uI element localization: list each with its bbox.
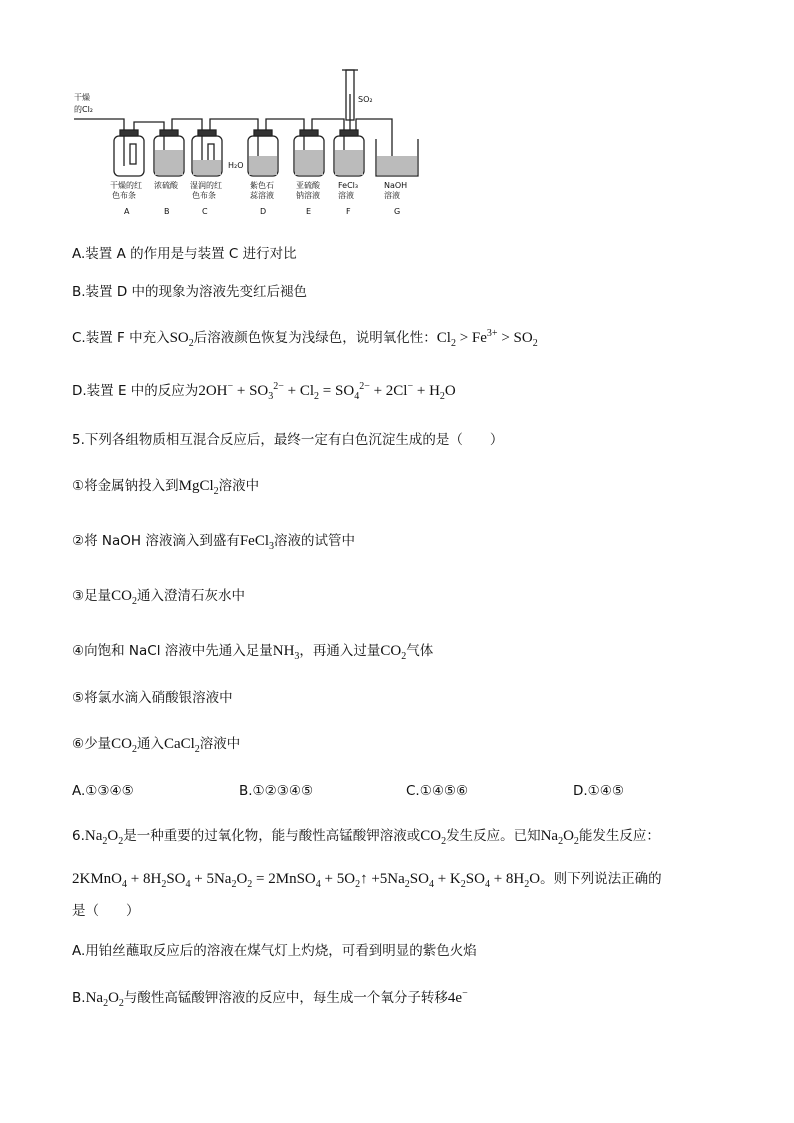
- vessel-d-letter: D: [260, 207, 267, 216]
- q5-item-6: ⑥少量$CO_2$通入CaCl$_2$溶液中: [72, 736, 241, 755]
- vessel-a-letter: A: [124, 207, 130, 216]
- q5-option-a: A.①③④⑤: [72, 783, 134, 799]
- q5-option-d: D.①④⑤: [573, 783, 624, 799]
- vessel-c-label-1: 湿润的红: [190, 181, 222, 190]
- q5-item-6-mid: 通入: [136, 736, 164, 752]
- vessel-f-label-2: 溶液: [338, 191, 354, 200]
- vessel-a-label-1: 干燥的红: [110, 181, 142, 190]
- vessel-a-label-2: 色布条: [112, 191, 136, 200]
- q6-stem-text: 是一种重要的过氧化物，能与酸性高锰酸钾溶液或: [123, 828, 421, 844]
- vessel-e-letter: E: [306, 207, 312, 216]
- q4-option-d: D.装置 E 中的反应为$2OH^- + SO_3^{2-} + Cl_2 = SO_4^{2-} + 2Cl^- + H_2O$: [72, 381, 456, 402]
- vessel-f-letter: F: [346, 207, 351, 216]
- q4-option-d-text: D.装置 E 中的反应为: [72, 383, 199, 399]
- vessel-g-letter: G: [394, 207, 401, 216]
- q6-stem-continued: 是（ ）: [72, 903, 140, 919]
- q6-stem: $6.Na_2O_2$是一种重要的过氧化物，能与酸性高锰酸钾溶液或$CO_2$发生反应。已知$Na_2O_2$能发生反应：: [72, 828, 660, 847]
- q5-item-3-tail: 通入澄清石灰水中: [136, 588, 245, 604]
- q6-stem-text2: 发生反应。已知: [446, 828, 541, 844]
- q5-option-b: B.①②③④⑤: [239, 783, 314, 799]
- q6-option-b-text: 与酸性高锰酸钾溶液的反应中，每生成一个氧分子转移: [123, 990, 448, 1006]
- q6-equation: 2KMnO$_4$ + $8H_2SO_4 + 5Na_2O_2$ = 2MnSO$_4$ + $5O_2↑ +5Na_2SO_4 + K_2SO_4 + 8H_2O$。则下列说法正确的: [72, 871, 662, 890]
- q4-option-a: A.装置 A 的作用是与装置 C 进行对比: [72, 246, 297, 262]
- q6-option-a: A.用铂丝蘸取反应后的溶液在煤气灯上灼烧，可看到明显的紫色火焰: [72, 943, 477, 959]
- q5-item-4: ④向饱和 NaCl 溶液中先通入足量$NH_3$，再通入过量$CO_2$气体: [72, 643, 434, 662]
- q5-stem: 5.下列各组物质相互混合反应后，最终一定有白色沉淀生成的是（ ）: [72, 432, 504, 448]
- q6-equation-tail: 。则下列说法正确的: [540, 871, 662, 887]
- so2-label: SO₂: [358, 95, 373, 104]
- q5-item-2-text: ②将 NaOH 溶液滴入到盛有: [72, 533, 240, 549]
- q5-item-3-text: ③足量: [72, 588, 112, 604]
- q6-option-b: $B.Na_2O_2$与酸性高锰酸钾溶液的反应中，每生成一个氧分子转移4e−: [72, 988, 468, 1009]
- vessel-g-label-1: NaOH: [384, 181, 408, 190]
- q6-number: 6.: [72, 828, 85, 844]
- q4-option-b: B.装置 D 中的现象为溶液先变红后褪色: [72, 284, 308, 300]
- q4-option-c-text2: 后溶液颜色恢复为浅绿色，说明氧化性：: [193, 330, 437, 346]
- gas-in-label-2: 的Cl₂: [74, 105, 94, 114]
- q5-item-5: ⑤将氯水滴入硝酸银溶液中: [72, 690, 233, 706]
- vessel-g-label-2: 溶液: [384, 191, 400, 200]
- vessel-f-label-1: FeCl₃: [338, 181, 359, 190]
- vessel-d-label-1: 紫色石: [250, 181, 274, 190]
- q5-item-1-text: ①将金属钠投入到: [72, 478, 179, 494]
- q5-item-4-tail: 气体: [406, 643, 434, 659]
- q5-item-4-text: ④向饱和 NaCl 溶液中先通入足量: [72, 643, 273, 659]
- q5-option-c: C.①④⑤⑥: [406, 783, 469, 799]
- vessel-e-label-1: 亚硫酸: [296, 181, 320, 190]
- apparatus-diagram: [72, 64, 432, 222]
- q5-item-2-tail: 溶液的试管中: [274, 533, 356, 549]
- q5-item-3: ③足量$CO_2$通入澄清石灰水中: [72, 588, 245, 607]
- q5-item-6-tail: 溶液中: [199, 736, 241, 752]
- gas-in-label-1: 干燥: [74, 93, 90, 102]
- vessel-c-letter: C: [202, 207, 208, 216]
- q5-item-1-tail: 溶液中: [218, 478, 260, 494]
- q5-item-6-text: ⑥少量: [72, 736, 112, 752]
- vessel-c-label-2: 色布条: [192, 191, 216, 200]
- vessel-b-letter: B: [164, 207, 170, 216]
- vessel-d-label-2: 蕊溶液: [250, 191, 274, 200]
- q5-item-4-mid: ，再通入过量: [299, 643, 381, 659]
- q4-option-c-text: C.装置 F 中充入: [72, 330, 170, 346]
- q6-stem-text3: 能发生反应：: [578, 828, 660, 844]
- q4-option-c: C.装置 F 中充入$SO_2$后溶液颜色恢复为浅绿色，说明氧化性：$Cl_2 > Fe^{3+} > SO_2$: [72, 328, 538, 349]
- vessel-e-label-2: 钠溶液: [296, 191, 320, 200]
- q5-item-1: ①将金属钠投入到MgCl$_2$溶液中: [72, 478, 260, 497]
- vessel-b-label-1: 浓硫酸: [154, 181, 178, 190]
- q6-option-b-letter: B.: [72, 990, 86, 1006]
- q5-item-2: ②将 NaOH 溶液滴入到盛有FeCl$_3$溶液的试管中: [72, 533, 356, 552]
- h2o-label: H₂O: [228, 161, 244, 170]
